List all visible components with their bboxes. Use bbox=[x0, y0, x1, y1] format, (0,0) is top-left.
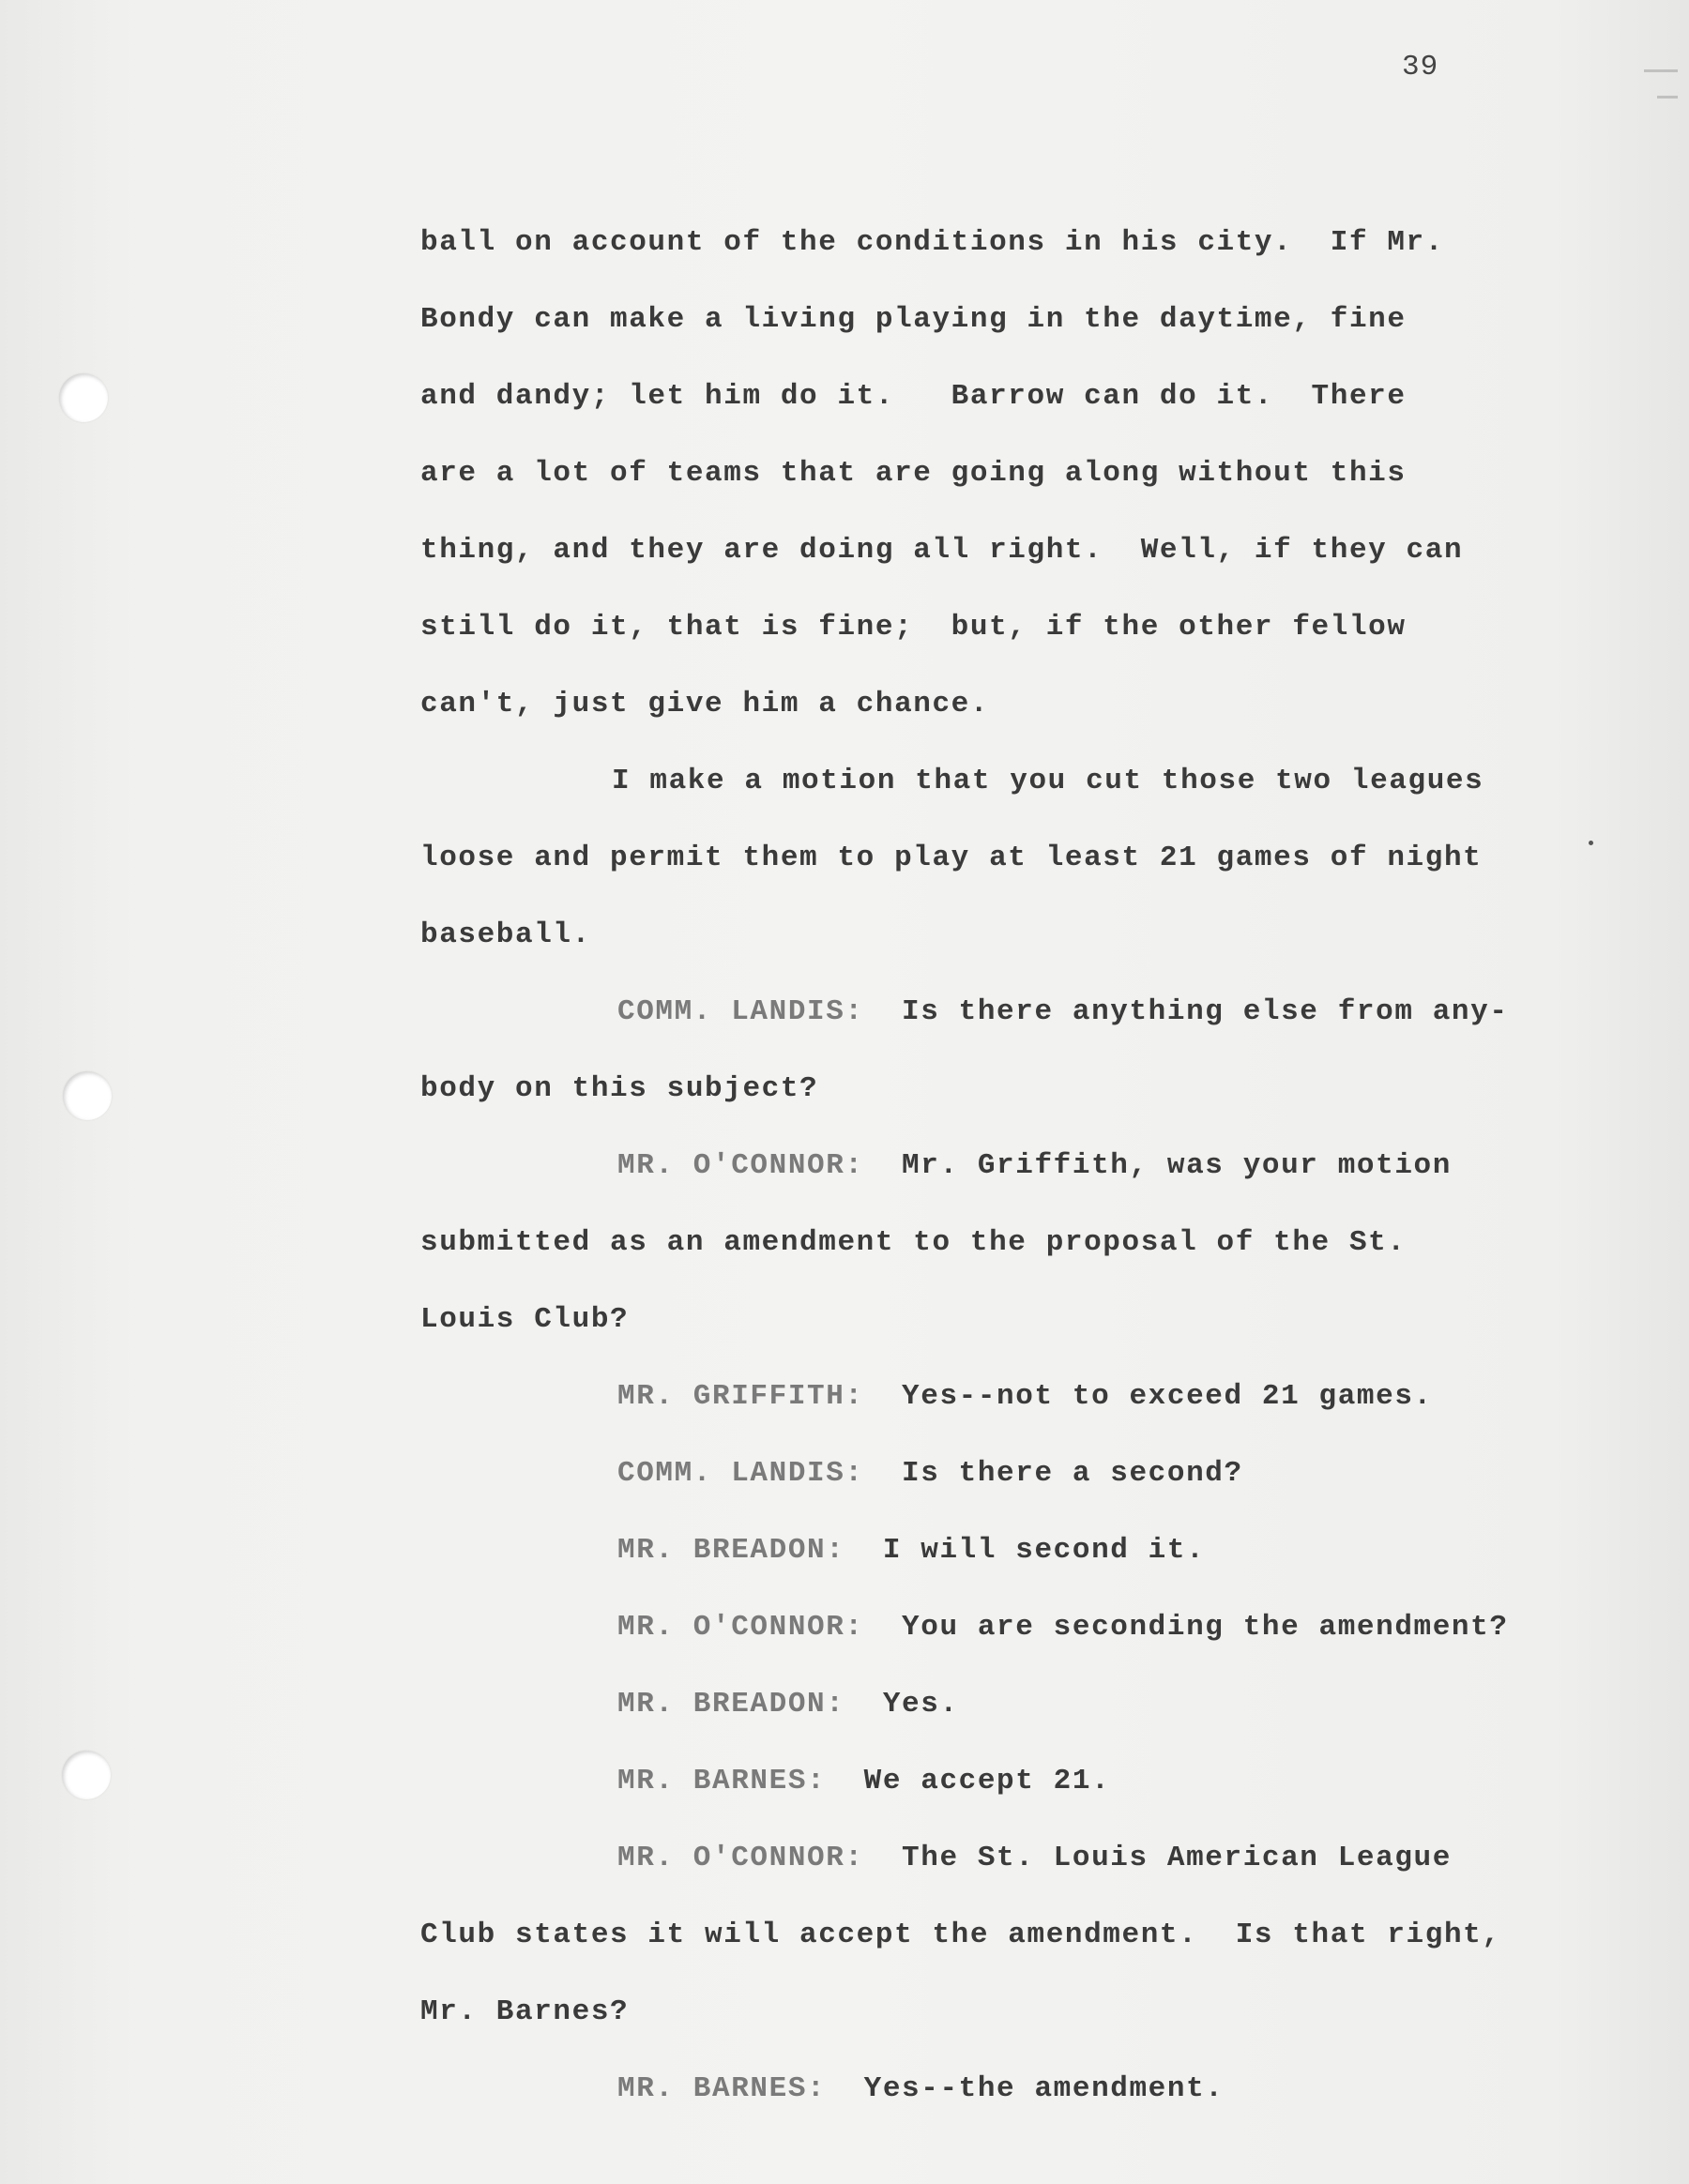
speech-text: Yes--the amendment. bbox=[826, 2072, 1225, 2105]
speech-text: Is there a second? bbox=[863, 1457, 1243, 1490]
speaker-name: MR. O'CONNOR: bbox=[617, 1149, 864, 1182]
speaker-name: COMM. LANDIS: bbox=[617, 1457, 864, 1490]
edge-mark bbox=[1644, 69, 1678, 72]
speaker-line bbox=[420, 1666, 1584, 1743]
text-line: thing, and they are doing all right. Well, if they can bbox=[420, 534, 1464, 567]
speech-text: Mr. Griffith, was your motion bbox=[863, 1149, 1452, 1182]
speaker-name: MR. BREADON: bbox=[617, 1688, 845, 1721]
speaker-line bbox=[420, 1589, 1584, 1666]
speaker-line bbox=[420, 1512, 1584, 1589]
text-line: still do it, that is fine; but, if the other fellow bbox=[420, 611, 1407, 644]
text-line: submitted as an amendment to the proposal of the St. bbox=[420, 1226, 1407, 1259]
text-line: baseball. bbox=[420, 918, 591, 951]
speaker-name: MR. GRIFFITH: bbox=[617, 1380, 864, 1413]
speaker-name: COMM. LANDIS: bbox=[617, 995, 864, 1028]
speaker-name: MR. BARNES: bbox=[617, 1765, 827, 1797]
speech-text: I will second it. bbox=[844, 1534, 1206, 1567]
stray-mark bbox=[1589, 841, 1593, 845]
page-number: 39 bbox=[1402, 51, 1439, 83]
speech-text: You are seconding the amendment? bbox=[863, 1611, 1509, 1644]
speech-text: Yes. bbox=[844, 1688, 959, 1721]
speaker-line bbox=[420, 2051, 1584, 2128]
speaker-line bbox=[420, 1743, 1584, 1820]
speaker-line bbox=[420, 1128, 1584, 1205]
speaker-line bbox=[420, 1820, 1584, 1897]
text-line: Louis Club? bbox=[420, 1303, 630, 1336]
speaker-name: MR. BARNES: bbox=[617, 2072, 827, 2105]
text-line: loose and permit them to play at least 21 games of night bbox=[420, 842, 1483, 874]
speaker-line bbox=[420, 1435, 1584, 1512]
punch-hole-bottom bbox=[62, 1751, 111, 1799]
speech-text: Yes--not to exceed 21 games. bbox=[863, 1380, 1433, 1413]
speaker-name: MR. O'CONNOR: bbox=[617, 1842, 864, 1874]
text-line: and dandy; let him do it. Barrow can do it. There bbox=[420, 380, 1407, 413]
text-line: body on this subject? bbox=[420, 1072, 819, 1105]
speech-text: Is there anything else from any- bbox=[863, 995, 1509, 1028]
text-line: I make a motion that you cut those two leagues bbox=[612, 765, 1484, 797]
transcript-body bbox=[420, 205, 1584, 2128]
speech-text: The St. Louis American League bbox=[863, 1842, 1452, 1874]
speaker-line bbox=[420, 974, 1584, 1051]
speech-text: We accept 21. bbox=[826, 1765, 1111, 1797]
punch-hole-middle bbox=[63, 1071, 112, 1120]
speaker-name: MR. BREADON: bbox=[617, 1534, 845, 1567]
text-line: Club states it will accept the amendment. Is that right, bbox=[420, 1919, 1501, 1951]
punch-hole-top bbox=[59, 373, 108, 422]
text-line: are a lot of teams that are going along without this bbox=[420, 457, 1407, 490]
text-line: can't, just give him a chance. bbox=[420, 688, 990, 720]
speaker-line bbox=[420, 1358, 1584, 1435]
speaker-name: MR. O'CONNOR: bbox=[617, 1611, 864, 1644]
text-line: Mr. Barnes? bbox=[420, 1995, 630, 2028]
text-line: ball on account of the conditions in his city. If Mr. bbox=[420, 226, 1444, 259]
edge-mark bbox=[1657, 96, 1678, 99]
text-line: Bondy can make a living playing in the daytime, fine bbox=[420, 303, 1407, 336]
